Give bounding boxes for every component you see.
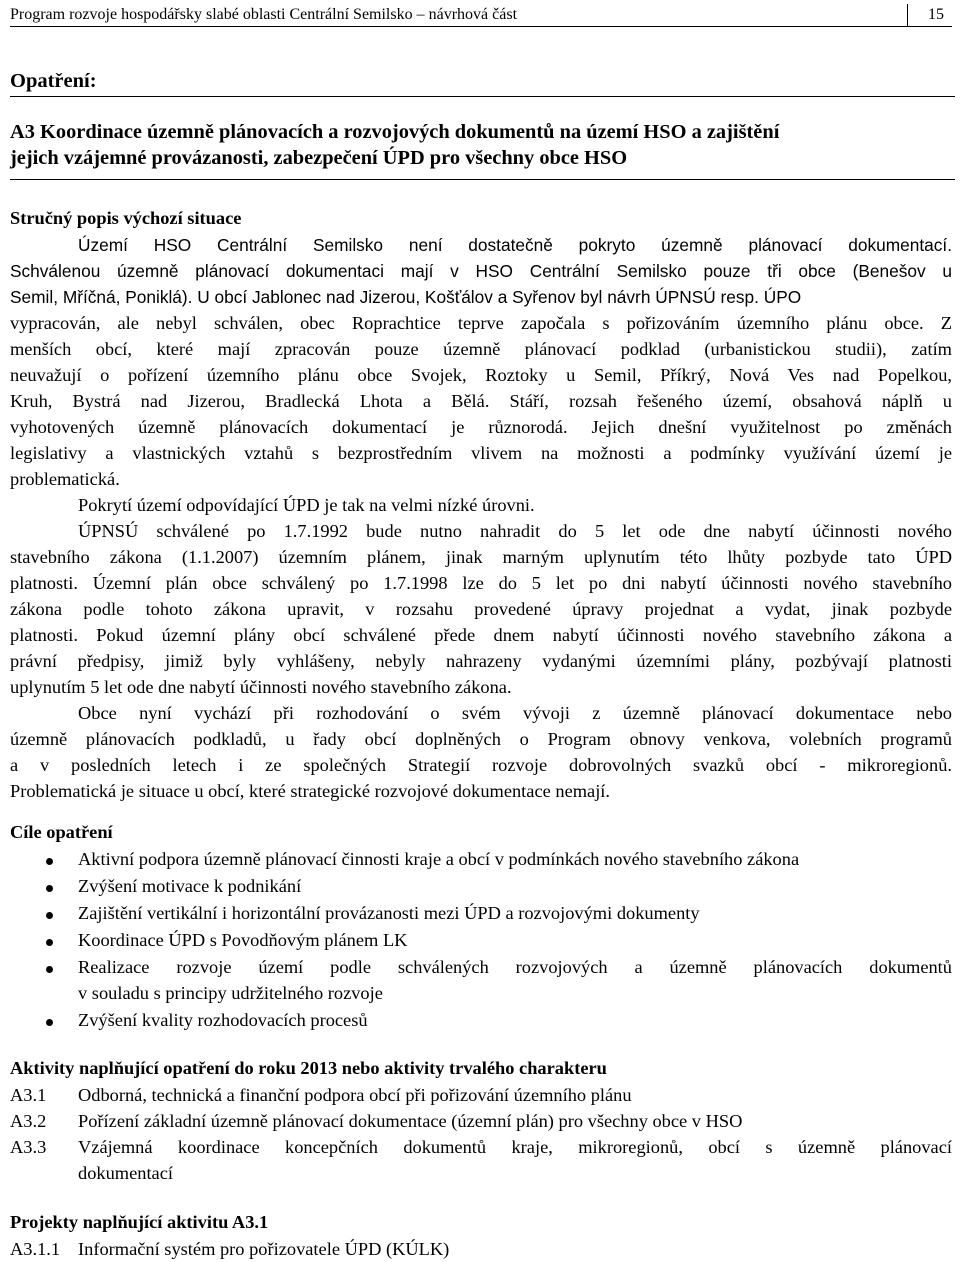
activity-text: Odborná, technická a finanční podpora obcí při pořizování územního plánu [78, 1085, 632, 1105]
measure-title-line-1: A3 Koordinace územně plánovacích a rozvojových dokumentů na území HSO a zajištění [10, 121, 780, 143]
activity-code: A3.2 [10, 1111, 47, 1131]
text-line: ÚPNSÚ schválené po 1.7.1992 bude nutno nahradit do 5 let ode dne nabytí účinnosti nového [78, 521, 952, 541]
bullet-icon [46, 858, 53, 865]
text-line: Kruh, Bystrá nad Jizerou, Bradlecká Lhota a Bělá. Stáří, rozsah řešeného území, obsahová náplň u [10, 391, 952, 411]
goals-heading: Cíle opatření [10, 822, 113, 842]
text-line: Semil, Mříčná, Poniklá). U obcí Jablonec nad Jizerou, Košťálov a Syřenov byl návrh ÚPNSÚ resp. ÚPO [10, 287, 802, 307]
bullet-icon [46, 1019, 53, 1026]
text-line: platnosti. Pokud územní plány obcí schválené přede dnem nabytí účinnosti nového stavebního zákona a [10, 625, 952, 645]
situation-paragraph-2: Pokrytí území odpovídající ÚPD je tak na velmi nízké úrovni. [78, 495, 535, 515]
projects-heading: Projekty naplňující aktivitu A3.1 [10, 1212, 269, 1232]
page-number: 15 [928, 6, 944, 23]
header-title: Program rozvoje hospodářsky slabé oblasti Centrální Semilsko – návrhová část [10, 6, 518, 23]
text-line: legislativy a vlastnických vztahů s bezprostředním vlivem na možnosti a podmínky využívání území je [10, 443, 952, 463]
text-line: právní předpisy, jimiž byly vyhlášeny, nebyly nahrazeny vydanými územními plány, pozbývají platnosti [10, 651, 952, 671]
measure-title-line-2: jejich vzájemné provázanosti, zabezpečení ÚPD pro všechny obce HSO [10, 147, 628, 169]
text-line: Problematická je situace u obcí, které strategické rozvojové dokumentace nemají. [10, 781, 611, 801]
text-line: neuvažují o pořízení územního plánu obce Svojek, Roztoky u Semil, Příkrý, Nová Ves nad Popelkou, [10, 365, 952, 385]
text-line: problematická. [10, 469, 120, 489]
header-divider [907, 4, 908, 26]
measure-label: Opatření: [10, 70, 97, 92]
list-item: Aktivní podpora územně plánovací činnosti kraje a obcí v podmínkách nového stavebního zákona [78, 849, 800, 869]
bullet-icon [46, 966, 53, 973]
text-line: vyhotovených územně plánovacích dokumentací je různorodá. Jejich dnešní využitelnost po změnách [10, 417, 952, 437]
list-item: Zvýšení kvality rozhodovacích procesů [78, 1010, 368, 1030]
list-item: Realizace rozvoje území podle schválených rozvojových a územně plánovacích dokumentů [78, 957, 952, 977]
list-item-continuation: v souladu s principy udržitelného rozvoje [78, 983, 383, 1003]
text-line: Schválenou územně plánovací dokumentaci mají v HSO Centrální Semilsko pouze tři obce (Benešov u [10, 261, 952, 281]
text-line: platnosti. Územní plán obce schválený po 1.7.1998 lze do 5 let po dni nabytí účinnosti nového stavebního [10, 573, 952, 593]
activity-code: A3.1 [10, 1085, 47, 1105]
activity-code: A3.3 [10, 1137, 47, 1157]
text-line: a v posledních letech i ze společných Strategií rozvoje dobrovolných svazků obcí - mikroregionů. [10, 755, 952, 775]
measure-title-box [10, 96, 955, 180]
situation-heading: Stručný popis výchozí situace [10, 208, 242, 228]
project-code: A3.1.1 [10, 1239, 61, 1259]
activity-text-continuation: dokumentací [78, 1163, 173, 1183]
activities-heading: Aktivity naplňující opatření do roku 2013 nebo aktivity trvalého charakteru [10, 1058, 607, 1078]
bullet-icon [46, 885, 53, 892]
text-line: zákona podle tohoto zákona upravit, v rozsahu provedené úpravy projednat a vydat, jinak pozbyde [10, 599, 952, 619]
bullet-icon [46, 912, 53, 919]
bullet-icon [46, 939, 53, 946]
text-line: uplynutím 5 let ode dne nabytí účinnosti nového stavebního zákona. [10, 677, 512, 697]
list-item: Zajištění vertikální i horizontální provázanosti mezi ÚPD a rozvojovými dokumenty [78, 903, 700, 923]
activity-text: Pořízení základní územně plánovací dokumentace (územní plán) pro všechny obce v HSO [78, 1111, 743, 1131]
text-line: stavebního zákona (1.1.2007) územním plánem, jinak marným uplynutím této lhůty pozbyde tato ÚPD [10, 547, 952, 567]
text-line: Území HSO Centrální Semilsko není dostatečně pokryto územně plánovací dokumentací. [78, 235, 952, 255]
text-line: menších obcí, které mají zpracován pouze územně plánovací podklad (urbanistickou studii), zatím [10, 339, 952, 359]
list-item: Zvýšení motivace k podnikání [78, 876, 302, 896]
activity-text: Vzájemná koordinace koncepčních dokumentů kraje, mikroregionů, obcí s územně plánovací [78, 1137, 952, 1157]
project-text: Informační systém pro pořizovatele ÚPD (KÚLK) [78, 1239, 450, 1259]
page-header [10, 4, 952, 27]
list-item: Koordinace ÚPD s Povodňovým plánem LK [78, 930, 408, 950]
text-line: Obce nyní vychází při rozhodování o svém vývoji z územně plánovací dokumentace nebo [78, 703, 952, 723]
text-line: územně plánovacích podkladů, u řady obcí doplněných o Program obnovy venkova, volebních programů [10, 729, 952, 749]
text-line: vypracován, ale nebyl schválen, obec Roprachtice teprve započala s pořizováním územního plánu obce. Z [10, 313, 952, 333]
